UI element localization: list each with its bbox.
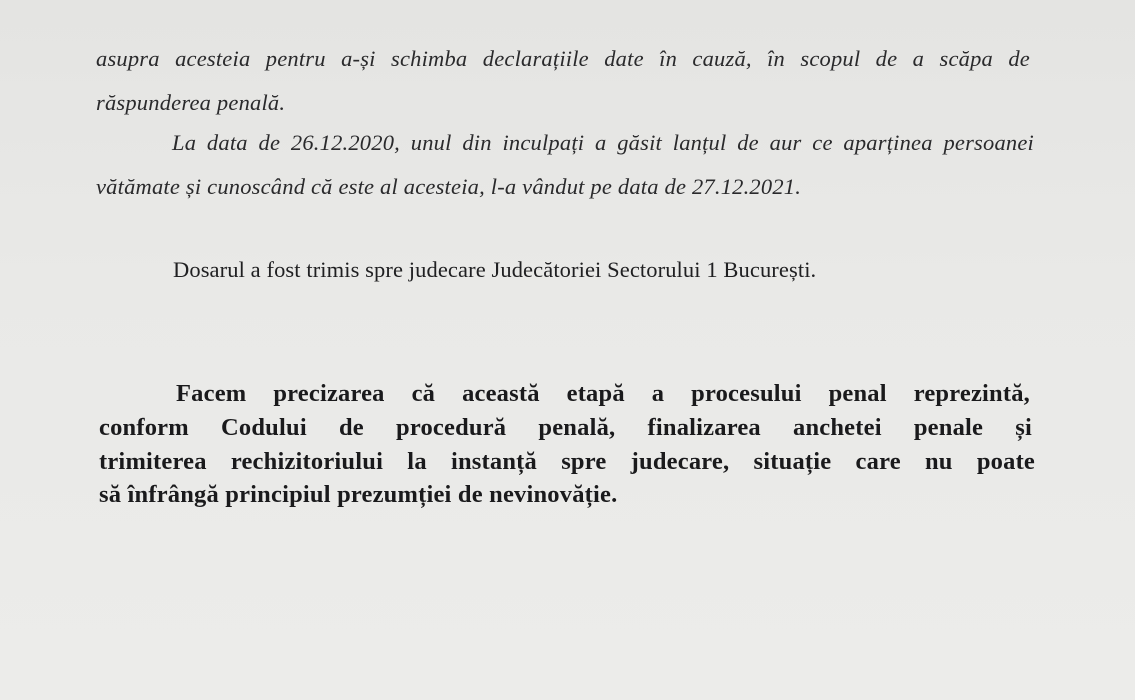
paragraph-2-line-1: La data de 26.12.2020, unul din inculpați a găsit lanțul de aur ce aparținea persoanei <box>172 130 1034 155</box>
paragraph-1-line-2: răspunderea penală. <box>96 90 286 115</box>
paragraph-4-line-2: conform Codului de procedură penală, finalizarea anchetei penale și <box>99 414 1032 441</box>
paragraph-1-line-1: asupra acesteia pentru a-și schimba declarațiile date în cauză, în scopul de a scăpa de <box>96 46 1030 71</box>
paragraph-4-line-4: să înfrângă principiul prezumției de nevinovăție. <box>99 481 618 508</box>
paragraph-4-line-1: Facem precizarea că această etapă a procesului penal reprezintă, <box>176 380 1030 407</box>
paragraph-3-line-1: Dosarul a fost trimis spre judecare Judecătoriei Sectorului 1 București. <box>173 257 817 282</box>
paragraph-4-line-3: trimiterea rechizitoriului la instanță spre judecare, situație care nu poate <box>99 448 1035 475</box>
paragraph-2-line-2: vătămate și cunoscând că este al acesteia, l-a vândut pe data de 27.12.2021. <box>96 174 802 199</box>
